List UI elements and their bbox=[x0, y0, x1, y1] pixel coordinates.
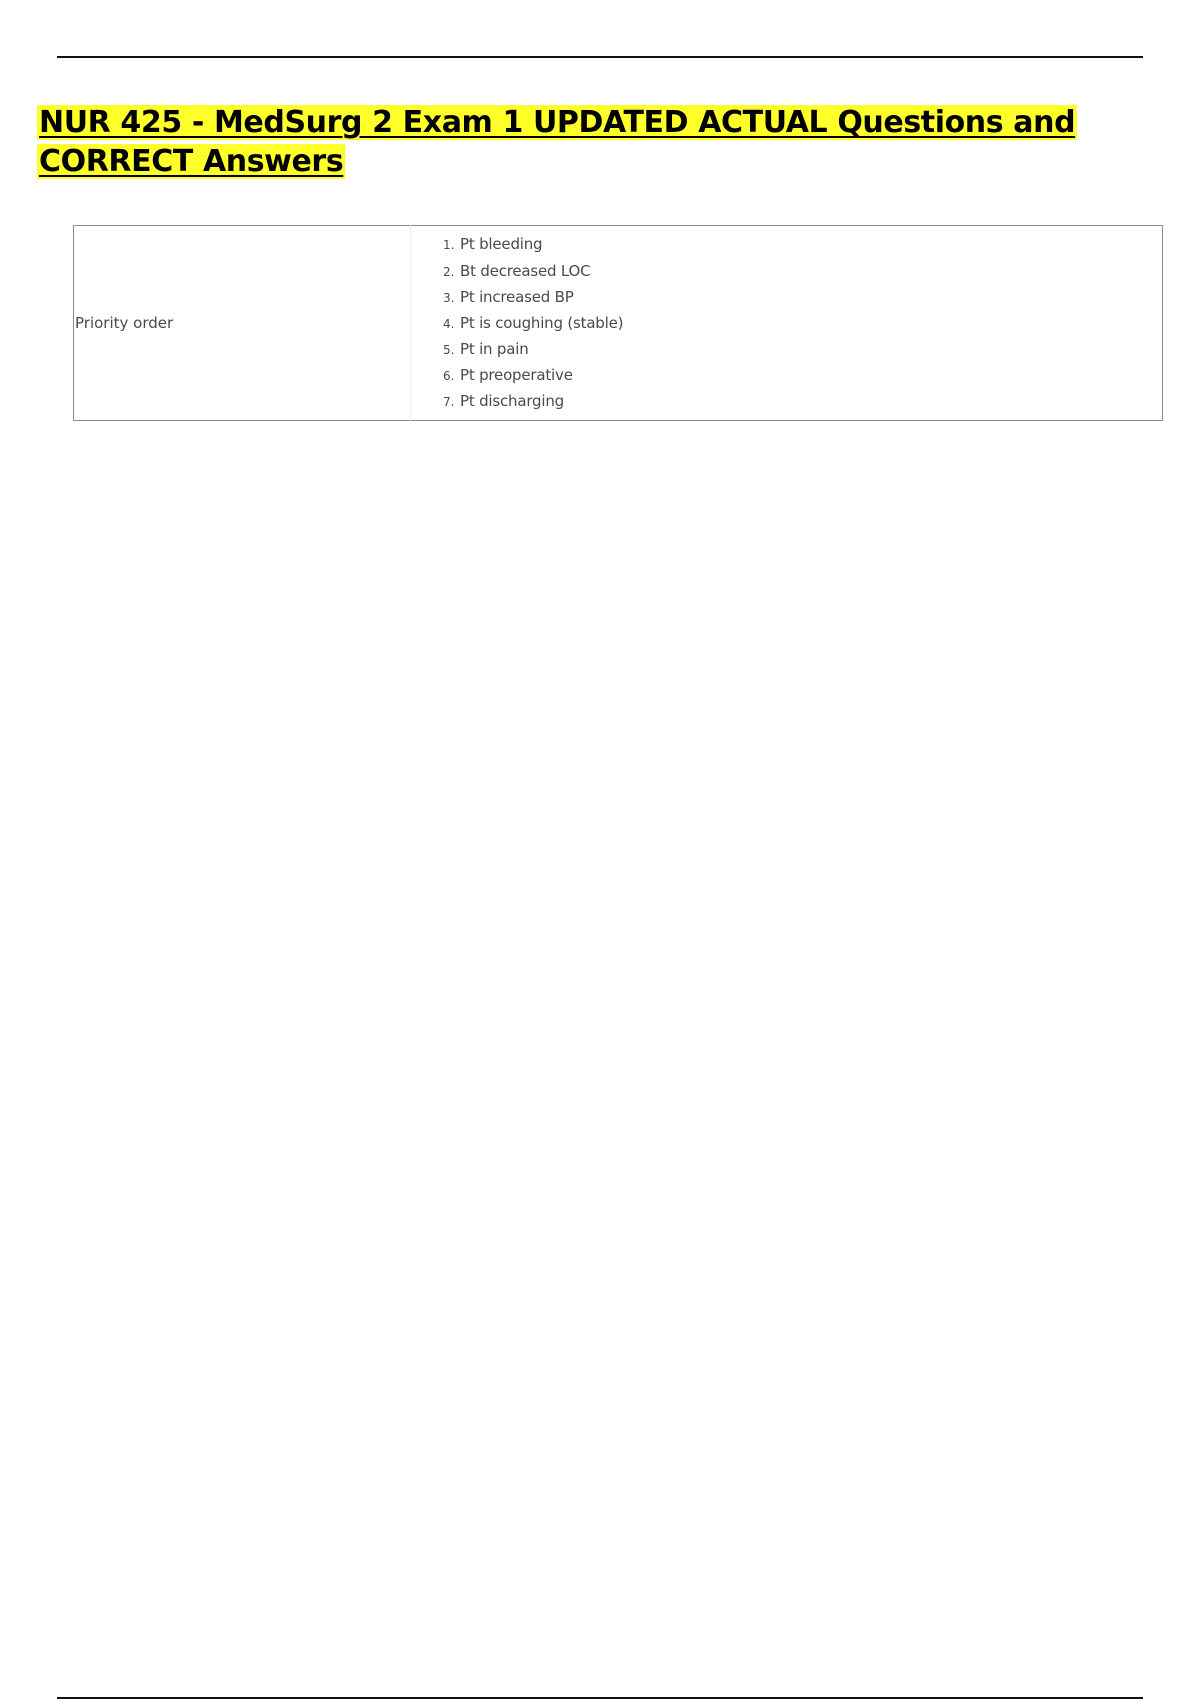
list-item-number: 6. bbox=[443, 369, 455, 384]
footer-rule bbox=[57, 1697, 1143, 1699]
list-item bbox=[443, 336, 1162, 362]
list-item bbox=[443, 284, 1162, 310]
list-item bbox=[443, 258, 1162, 284]
table-row bbox=[74, 226, 1163, 421]
list-item-number: 7. bbox=[443, 395, 455, 410]
document-title-text: NUR 425 - MedSurg 2 Exam 1 UPDATED ACTUAL Questions and CORRECT Answers bbox=[39, 105, 1076, 179]
list-item-text: Bt decreased LOC bbox=[460, 261, 591, 280]
list-item bbox=[443, 310, 1162, 336]
qa-table bbox=[73, 225, 1163, 421]
list-item bbox=[443, 388, 1162, 414]
list-item-text: Pt discharging bbox=[460, 392, 564, 411]
list-item bbox=[443, 231, 1162, 257]
list-item-text: Pt preoperative bbox=[460, 366, 573, 385]
list-item bbox=[443, 362, 1162, 388]
list-item-text: Pt is coughing (stable) bbox=[460, 313, 624, 332]
list-item-number: 1. bbox=[443, 238, 455, 253]
list-item-number: 2. bbox=[443, 264, 455, 279]
list-item-text: Pt bleeding bbox=[460, 235, 543, 254]
list-item-text: Pt increased BP bbox=[460, 287, 574, 306]
header-rule bbox=[57, 56, 1143, 58]
answer-list bbox=[443, 231, 1162, 414]
list-item-number: 5. bbox=[443, 343, 455, 358]
list-item-number: 4. bbox=[443, 316, 455, 331]
list-item-text: Pt in pain bbox=[460, 340, 529, 359]
list-item-number: 3. bbox=[443, 290, 455, 305]
question-cell: Priority order bbox=[74, 226, 411, 421]
document-title bbox=[37, 103, 1167, 181]
answer-cell bbox=[411, 226, 1163, 421]
